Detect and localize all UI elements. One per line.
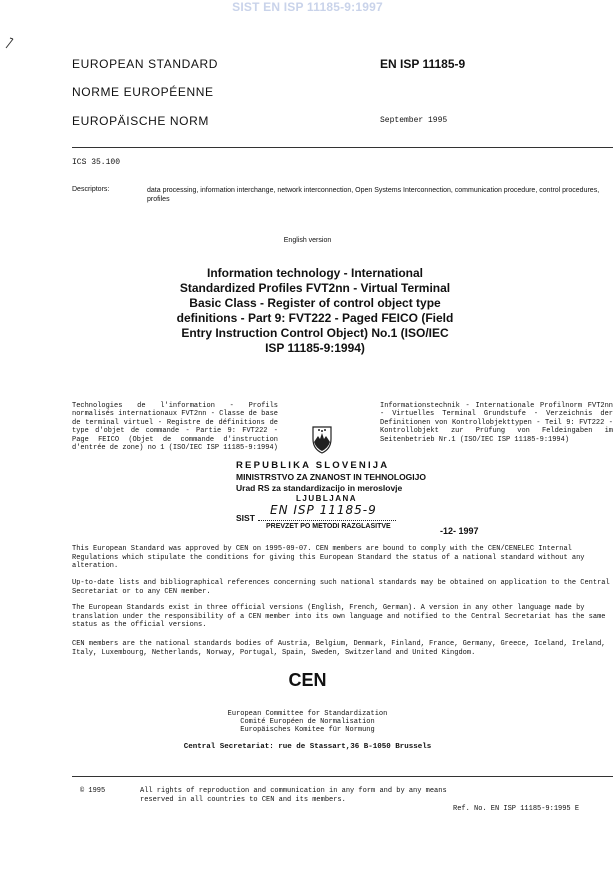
standard-type-fr: NORME EUROPÉENNE xyxy=(72,85,214,99)
scan-mark-icon xyxy=(4,36,16,50)
ics-code: ICS 35.100 xyxy=(72,158,121,167)
stamp-republic: REPUBLIKA SLOVENIJA xyxy=(236,460,390,471)
cen-name-de: Europäisches Komitee für Normung xyxy=(240,726,375,734)
stamp-ministry: MINISTRSTVO ZA ZNANOST IN TEHNOLOGIJO xyxy=(236,472,426,482)
cen-name-fr: Comité Européen de Normalisation xyxy=(240,718,375,726)
footer-divider xyxy=(72,776,613,777)
standard-type-en: EUROPEAN STANDARD xyxy=(72,57,218,71)
paragraph-members: CEN members are the national standards bodies of Austria, Belgium, Denmark, Finland, France, Germany, Greece, Iceland, Ireland, Italy, Luxembourg, Netherlands, Norway, Portugal, Spain, Sweden, Switzerland and United Kingdom. xyxy=(72,640,606,657)
document-title xyxy=(150,266,480,356)
stamp-date: -12- 1997 xyxy=(440,526,479,536)
reference-number: Ref. No. EN ISP 11185-9:1995 E xyxy=(453,805,580,813)
language-version: English version xyxy=(283,237,332,244)
title-line: Information technology - International xyxy=(207,266,423,280)
header-divider xyxy=(72,147,613,148)
descriptors-text: data processing, information interchange, network interconnection, Open Systems Interconnection, communication procedure, control procedures, profiles xyxy=(147,187,600,203)
sist-label: SIST xyxy=(236,513,255,523)
copyright: © 1995 xyxy=(80,787,106,795)
sist-dotted-line xyxy=(258,520,396,521)
stamp-office: Urad RS za standardizacijo in meroslovje xyxy=(236,483,403,493)
cen-name-en: European Committee for Standardization xyxy=(227,710,388,718)
coat-of-arms-icon xyxy=(311,425,333,455)
title-line: Entry Instruction Control Object) No.1 (ISO/IEC xyxy=(181,326,449,340)
descriptors-label: Descriptors: xyxy=(72,186,110,193)
title-french: Technologies de l'information - Profils normalisés internationaux FVT2nn - Classe de base de terminal virtuel - Registre de définitions de type d'objet de commande - Partie 9: FVT222 - Page FEICO (Objet de commande d'instruction d'entrée de zone) no 1 (ISO/IEC ISP 11185-9:1994) xyxy=(72,402,278,453)
watermark: SIST EN ISP 11185-9:1997 xyxy=(232,0,383,14)
stamp-adopted: PREVZET PO METODI RAZGLASITVE xyxy=(266,523,391,530)
publication-date: September 1995 xyxy=(380,116,448,125)
title-german: Informationstechnik - Internationale Profilnorm FVT2nn - Virtuelles Terminal Grundstufe - Verzeichnis der Definitionen von Kontrollobjekttypen - Teil 9: FVT222 - Kontrollobjekt zur Prüfung von Feldeingaben im Seitenbetrieb Nr.1 (ISO/IEC ISP 11185-9:1994) xyxy=(380,402,613,444)
rights-line-2: reserved in all countries to CEN and its members. xyxy=(140,796,346,804)
paragraph-references: Up-to-date lists and bibliographical references concerning such national standards may be obtained on application to the Central Secretariat or to any CEN member. xyxy=(72,579,610,596)
title-line: definitions - Part 9: FVT222 - Paged FEICO (Field xyxy=(176,311,454,325)
stamp-city: LJUBLJANA xyxy=(296,494,358,503)
title-line: ISP 11185-9:1994) xyxy=(265,341,365,355)
standard-type-de: EUROPÄISCHE NORM xyxy=(72,114,209,128)
paragraph-approval: This European Standard was approved by CEN on 1995-09-07. CEN members are bound to comply with the CEN/CENELEC Internal Regulations which stipulate the conditions for giving this European Standard the status of a national standard without any alteration. xyxy=(72,545,585,570)
standard-number: EN ISP 11185-9 xyxy=(380,57,466,71)
cen-logo: CEN xyxy=(288,670,327,690)
sist-handwritten-number: EN ISP 11185-9 xyxy=(270,503,377,517)
title-line: Basic Class - Register of control object type xyxy=(189,296,441,310)
rights-line-1: All rights of reproduction and communication in any form and by any means xyxy=(140,787,447,795)
paragraph-versions: The European Standards exist in three official versions (English, French, German). A version in any other language made by translation under the responsibility of a CEN member into its own language and notified to the Central Secretariat has the same status as the official versions. xyxy=(72,604,606,629)
cen-secretariat: Central Secretariat: rue de Stassart,36 B-1050 Brussels xyxy=(183,743,432,751)
title-line: Standardized Profiles FVT2nn - Virtual Terminal xyxy=(179,281,451,295)
